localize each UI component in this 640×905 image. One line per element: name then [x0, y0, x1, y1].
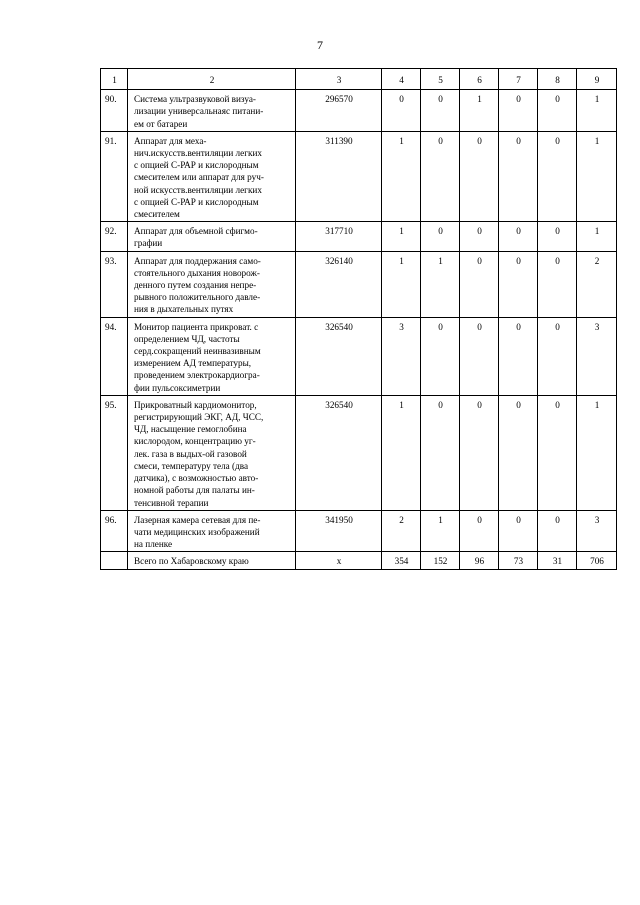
equipment-name-line: тенсивной терапии	[134, 497, 209, 508]
row-number: 96.	[101, 510, 128, 552]
equipment-name-line: стоятельного дыхания новорож-	[134, 267, 260, 278]
count-cell: 0	[538, 510, 577, 552]
count-cell: 0	[460, 131, 499, 221]
count-cell: 1	[421, 251, 460, 317]
table-row	[101, 90, 617, 132]
equipment-name-line: номной работы для палаты ин-	[134, 485, 255, 496]
header-cell: 6	[460, 69, 499, 90]
equipment-name	[128, 510, 296, 552]
equipment-name	[128, 395, 296, 510]
equipment-code: 341950	[296, 510, 382, 552]
equipment-name-line: Аппарат для поддержания само-	[134, 255, 261, 266]
header-cell: 7	[499, 69, 538, 90]
equipment-name-line: на пленке	[134, 539, 173, 550]
count-cell: 1	[421, 510, 460, 552]
equipment-name-line: Монитор пациента прикроват. с	[134, 321, 259, 332]
count-cell: 0	[460, 395, 499, 510]
count-cell: 0	[382, 90, 421, 132]
row-number: 94.	[101, 317, 128, 395]
table-row	[101, 317, 617, 395]
header-cell: 5	[421, 69, 460, 90]
count-cell: 0	[499, 90, 538, 132]
equipment-name	[128, 251, 296, 317]
equipment-name-line: фии пульсоксиметрии	[134, 382, 221, 393]
count-cell: 1	[382, 131, 421, 221]
equipment-name	[128, 317, 296, 395]
equipment-name-line: смеси, температуру тела (два	[134, 460, 249, 471]
count-cell: 0	[460, 251, 499, 317]
equipment-code: 317710	[296, 222, 382, 251]
equipment-name	[128, 90, 296, 132]
count-cell: 0	[421, 222, 460, 251]
equipment-name-line: Лазерная камера сетевая для пе-	[134, 514, 261, 525]
equipment-code: 326540	[296, 395, 382, 510]
equipment-code: 296570	[296, 90, 382, 132]
count-cell: 1	[460, 90, 499, 132]
count-cell: 2	[577, 251, 617, 317]
header-cell: 1	[101, 69, 128, 90]
equipment-name-line: регистрирующий ЭКГ, АД, ЧСС,	[134, 412, 264, 423]
table-body	[101, 69, 617, 552]
equipment-code: 326140	[296, 251, 382, 317]
equipment-name-line: нич.искусств.вентиляции легких	[134, 148, 262, 159]
count-cell: 0	[499, 251, 538, 317]
count-cell: 1	[577, 90, 617, 132]
count-cell: 0	[460, 510, 499, 552]
table-footer	[101, 552, 617, 569]
count-cell: 3	[577, 510, 617, 552]
equipment-code: 311390	[296, 131, 382, 221]
header-cell: 2	[128, 69, 296, 90]
table-row	[101, 222, 617, 251]
equipment-name-line: Прикроватный кардиомонитор,	[134, 399, 257, 410]
count-cell: 1	[577, 395, 617, 510]
equipment-name-line: проведением электрокардиогра-	[134, 370, 260, 381]
equipment-name-line: Аппарат для объемной сфигмо-	[134, 226, 258, 237]
equipment-name-line: ния в дыхательных путях	[134, 304, 234, 315]
count-cell: 0	[499, 510, 538, 552]
equipment-name-line: смесителем или аппарат для руч-	[134, 172, 264, 183]
equipment-name	[128, 131, 296, 221]
row-number: 93.	[101, 251, 128, 317]
equipment-table	[100, 68, 617, 570]
equipment-name-line: измерением АД температуры,	[134, 358, 252, 369]
total-cell: 96	[460, 552, 499, 569]
equipment-name-line: рывного положительного давле-	[134, 292, 261, 303]
equipment-code: 326540	[296, 317, 382, 395]
count-cell: 0	[538, 222, 577, 251]
total-row	[101, 552, 617, 569]
equipment-name-line: Аппарат для меха-	[134, 135, 207, 146]
equipment-name-line: Система ультразвуковой визуа-	[134, 94, 256, 105]
table-row	[101, 131, 617, 221]
header-cell: 3	[296, 69, 382, 90]
count-cell: 1	[382, 395, 421, 510]
equipment-name-line: графии	[134, 238, 163, 249]
header-cell: 4	[382, 69, 421, 90]
total-cell: 73	[499, 552, 538, 569]
count-cell: 1	[382, 222, 421, 251]
count-cell: 0	[538, 90, 577, 132]
equipment-name-line: лек. газа в выдых-ой газовой	[134, 448, 247, 459]
table-row	[101, 395, 617, 510]
equipment-name-line: с опцией С-РАР и кислородным	[134, 196, 259, 207]
count-cell: 1	[577, 131, 617, 221]
equipment-name-line: с опцией С-РАР и кислородным	[134, 160, 259, 171]
total-cell: 706	[577, 552, 617, 569]
count-cell: 0	[499, 222, 538, 251]
table-row	[101, 251, 617, 317]
equipment-name-line: ем от батареи	[134, 118, 188, 129]
count-cell: 0	[499, 395, 538, 510]
count-cell: 0	[421, 395, 460, 510]
page-number: 7	[317, 38, 323, 52]
total-cell: 31	[538, 552, 577, 569]
equipment-name-line: ной искусств.вентиляции легких	[134, 184, 262, 195]
header-cell: 8	[538, 69, 577, 90]
equipment-name-line: определением ЧД, частоты	[134, 333, 240, 344]
equipment-name-line: серд.сокращений неинвазивным	[134, 346, 261, 357]
count-cell: 1	[577, 222, 617, 251]
equipment-name-line: смесителем	[134, 209, 180, 220]
equipment-name-line: чати медицинских изображений	[134, 526, 260, 537]
equipment-name-line: ЧД, насыщение гемоглобина	[134, 424, 247, 435]
equipment-name-line: датчика), с возможностью авто-	[134, 473, 259, 484]
header-cell: 9	[577, 69, 617, 90]
count-cell: 0	[499, 317, 538, 395]
total-code: х	[296, 552, 382, 569]
equipment-name	[128, 222, 296, 251]
count-cell: 0	[538, 395, 577, 510]
count-cell: 3	[382, 317, 421, 395]
row-number: 91.	[101, 131, 128, 221]
count-cell: 2	[382, 510, 421, 552]
row-number: 95.	[101, 395, 128, 510]
row-number: 92.	[101, 222, 128, 251]
total-label: Всего по Хабаровскому краю	[128, 552, 296, 569]
count-cell: 0	[421, 317, 460, 395]
equipment-name-line: лизации универсальнаяс питани-	[134, 106, 264, 117]
count-cell: 3	[577, 317, 617, 395]
count-cell: 0	[460, 222, 499, 251]
count-cell: 0	[538, 251, 577, 317]
count-cell: 1	[382, 251, 421, 317]
total-cell: 152	[421, 552, 460, 569]
equipment-name-line: кислородом, концентрацию уг-	[134, 436, 256, 447]
total-num-cell	[101, 552, 128, 569]
count-cell: 0	[499, 131, 538, 221]
count-cell: 0	[421, 90, 460, 132]
count-cell: 0	[421, 131, 460, 221]
count-cell: 0	[538, 317, 577, 395]
count-cell: 0	[538, 131, 577, 221]
table-row	[101, 510, 617, 552]
row-number: 90.	[101, 90, 128, 132]
count-cell: 0	[460, 317, 499, 395]
equipment-name-line: денного путем создания непре-	[134, 280, 257, 291]
total-cell: 354	[382, 552, 421, 569]
table-header-row	[101, 69, 617, 90]
